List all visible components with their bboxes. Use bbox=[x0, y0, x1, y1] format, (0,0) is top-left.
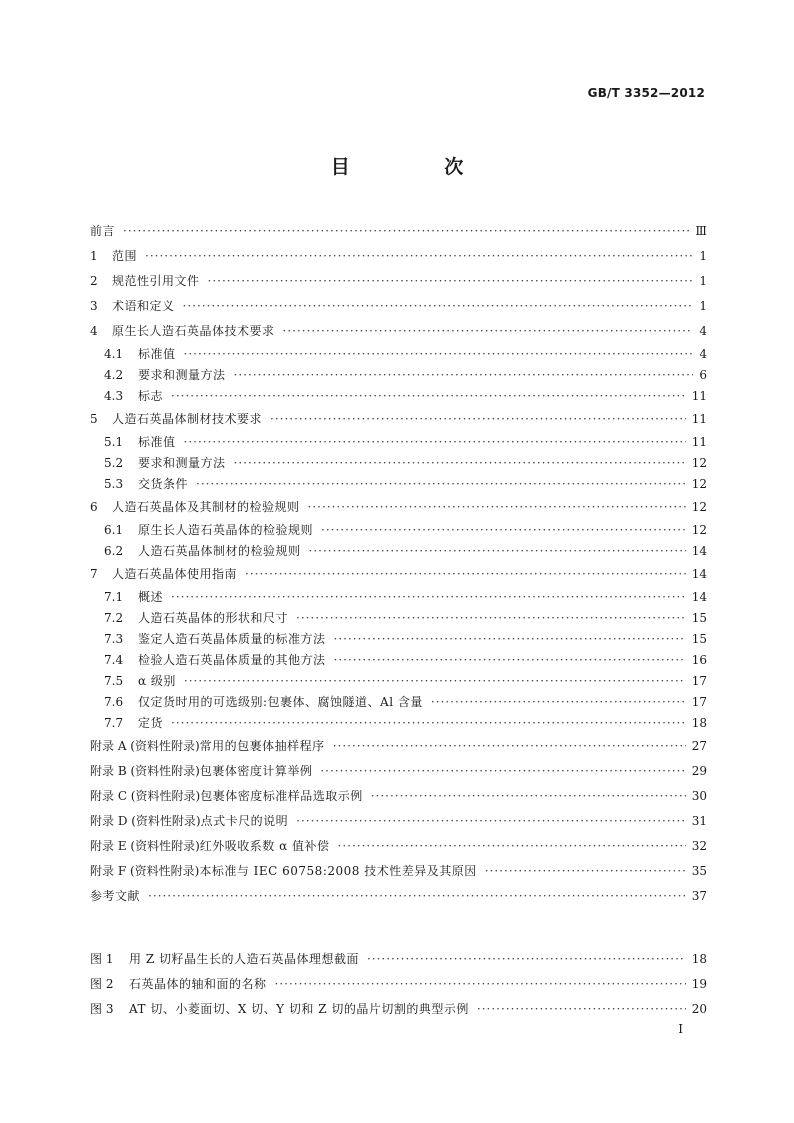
dot-leader bbox=[309, 541, 686, 562]
entry-title: 人造石英晶体使用指南 bbox=[112, 567, 238, 581]
toc-entry[interactable] bbox=[90, 784, 707, 809]
entry-number: 4.1 bbox=[104, 347, 124, 361]
entry-number: 附录 B (资料性附录) bbox=[90, 764, 200, 778]
dot-leader bbox=[171, 386, 686, 407]
entry-title: 要求和测量方法 bbox=[138, 368, 226, 382]
toc-entry[interactable] bbox=[90, 474, 707, 495]
entry-number: 6.2 bbox=[104, 544, 124, 558]
entry-page-number: 37 bbox=[688, 884, 707, 909]
entry-title: 人造石英晶体及其制材的检验规则 bbox=[112, 500, 300, 514]
toc-entry[interactable] bbox=[90, 219, 707, 244]
list-of-figures bbox=[90, 947, 707, 1022]
entry-title: 参考文献 bbox=[90, 889, 141, 903]
entry-number: 7.6 bbox=[104, 695, 124, 709]
entry-page-number: 18 bbox=[688, 713, 707, 734]
entry-page-number: 17 bbox=[688, 692, 707, 713]
entry-title: 用 Z 切籽晶生长的人造石英晶体理想截面 bbox=[129, 952, 359, 966]
entry-page-number: 27 bbox=[688, 734, 707, 759]
entry-number: 附录 A (资料性附录) bbox=[90, 739, 200, 753]
entry-page-number: 32 bbox=[688, 834, 707, 859]
entry-page-number: 18 bbox=[688, 947, 707, 972]
dot-leader bbox=[321, 520, 686, 541]
dot-leader bbox=[296, 809, 686, 834]
dot-leader bbox=[431, 692, 686, 713]
toc-entry[interactable] bbox=[90, 713, 707, 734]
toc-entry[interactable] bbox=[90, 608, 707, 629]
entry-page-number: 1 bbox=[695, 294, 707, 319]
entry-number: 5.2 bbox=[104, 456, 124, 470]
entry-number: 1 bbox=[90, 249, 98, 263]
entry-title: 定货 bbox=[138, 716, 164, 730]
dot-leader bbox=[184, 671, 686, 692]
dot-leader bbox=[367, 947, 686, 972]
entry-page-number: 11 bbox=[688, 386, 707, 407]
entry-page-number: 20 bbox=[688, 997, 707, 1022]
toc-entry[interactable] bbox=[90, 520, 707, 541]
entry-number: 图 3 bbox=[90, 1002, 114, 1016]
dot-leader bbox=[275, 972, 686, 997]
entry-title: 原生长人造石英晶体的检验规则 bbox=[138, 523, 314, 537]
dot-leader bbox=[123, 219, 689, 244]
toc-entry[interactable] bbox=[90, 629, 707, 650]
entry-page-number: 29 bbox=[688, 759, 707, 784]
dot-leader bbox=[333, 734, 686, 759]
toc-entry[interactable] bbox=[90, 244, 707, 269]
entry-title: 检验人造石英晶体质量的其他方法 bbox=[138, 653, 326, 667]
entry-page-number: 1 bbox=[695, 269, 707, 294]
toc-entry[interactable] bbox=[90, 495, 707, 520]
dot-leader bbox=[338, 834, 686, 859]
entry-number: 7.2 bbox=[104, 611, 124, 625]
dot-leader bbox=[320, 759, 685, 784]
dot-leader bbox=[283, 319, 694, 344]
entry-number: 7.5 bbox=[104, 674, 124, 688]
entry-number: 2 bbox=[90, 274, 98, 288]
entry-page-number: 15 bbox=[688, 608, 707, 629]
dot-leader bbox=[296, 608, 686, 629]
dot-leader bbox=[308, 495, 686, 520]
entry-title: AT 切、小菱面切、X 切、Y 切和 Z 切的晶片切割的典型示例 bbox=[129, 1002, 469, 1016]
dot-leader bbox=[334, 629, 686, 650]
entry-title: 标准值 bbox=[138, 435, 176, 449]
entry-number: 6.1 bbox=[104, 523, 124, 537]
entry-page-number: 12 bbox=[688, 520, 707, 541]
dot-leader bbox=[234, 453, 686, 474]
entry-title: 鉴定人造石英晶体质量的标准方法 bbox=[138, 632, 326, 646]
entry-page-number: 12 bbox=[688, 453, 707, 474]
entry-title: 常用的包裹体抽样程序 bbox=[199, 739, 325, 753]
entry-number: 7.1 bbox=[104, 590, 124, 604]
toc-entry[interactable] bbox=[90, 562, 707, 587]
toc-entry[interactable] bbox=[90, 997, 707, 1022]
entry-page-number: 14 bbox=[688, 587, 707, 608]
toc-entry[interactable] bbox=[90, 671, 707, 692]
entry-title: 红外吸收系数 α 值补偿 bbox=[199, 839, 330, 853]
dot-leader bbox=[145, 244, 693, 269]
entry-title: 要求和测量方法 bbox=[138, 456, 226, 470]
entry-title: 包裹体密度计算举例 bbox=[199, 764, 313, 778]
entry-page-number: 1 bbox=[695, 244, 707, 269]
entry-title: 概述 bbox=[138, 590, 164, 604]
toc-entry[interactable] bbox=[90, 859, 707, 884]
dot-leader bbox=[371, 784, 686, 809]
entry-page-number: 19 bbox=[688, 972, 707, 997]
toc-entry[interactable] bbox=[90, 884, 707, 909]
entry-number: 7.7 bbox=[104, 716, 124, 730]
entry-number: 6 bbox=[90, 500, 98, 514]
entry-number: 4 bbox=[90, 324, 98, 338]
toc-entry[interactable] bbox=[90, 692, 707, 713]
dot-leader bbox=[334, 650, 686, 671]
page-number: I bbox=[678, 1022, 683, 1036]
entry-title: 点式卡尺的说明 bbox=[200, 814, 289, 828]
entry-title: 前言 bbox=[90, 224, 116, 238]
entry-page-number: 4 bbox=[695, 319, 707, 344]
entry-title: 标志 bbox=[138, 389, 164, 403]
dot-leader bbox=[477, 997, 686, 1022]
toc-entry[interactable] bbox=[90, 344, 707, 365]
page-title: 目 次 bbox=[330, 156, 508, 178]
entry-number: 5.1 bbox=[104, 435, 124, 449]
entry-number: 4.2 bbox=[104, 368, 124, 382]
entry-title: 交货条件 bbox=[138, 477, 189, 491]
entry-number: 附录 C (资料性附录) bbox=[90, 789, 201, 803]
entry-title: 原生长人造石英晶体技术要求 bbox=[112, 324, 275, 338]
toc-entry[interactable] bbox=[90, 269, 707, 294]
dot-leader bbox=[270, 407, 686, 432]
toc-entry[interactable] bbox=[90, 407, 707, 432]
entry-page-number: 35 bbox=[688, 859, 707, 884]
toc-entry[interactable] bbox=[90, 734, 707, 759]
entry-title: 标准值 bbox=[138, 347, 176, 361]
toc-entry[interactable] bbox=[90, 319, 707, 344]
entry-page-number: 14 bbox=[688, 541, 707, 562]
entry-number: 4.3 bbox=[104, 389, 124, 403]
entry-page-number: 15 bbox=[688, 629, 707, 650]
entry-page-number: 11 bbox=[688, 432, 707, 453]
entry-number: 附录 F (资料性附录) bbox=[90, 864, 200, 878]
toc-entry[interactable] bbox=[90, 453, 707, 474]
entry-page-number: Ⅲ bbox=[691, 219, 707, 244]
entry-number: 3 bbox=[90, 299, 98, 313]
dot-leader bbox=[196, 474, 686, 495]
entry-title: 包裹体密度标准样品选取示例 bbox=[200, 789, 363, 803]
toc-entry[interactable] bbox=[90, 759, 707, 784]
dot-leader bbox=[183, 294, 694, 319]
toc-entry[interactable] bbox=[90, 386, 707, 407]
standard-number: GB/T 3352—2012 bbox=[587, 86, 705, 100]
entry-page-number: 17 bbox=[688, 671, 707, 692]
entry-title: 范围 bbox=[112, 249, 138, 263]
entry-title: 人造石英晶体的形状和尺寸 bbox=[138, 611, 289, 625]
dot-leader bbox=[184, 432, 686, 453]
entry-number: 附录 D (资料性附录) bbox=[90, 814, 201, 828]
dot-leader bbox=[245, 562, 686, 587]
entry-number: 附录 E (资料性附录) bbox=[90, 839, 200, 853]
toc-entry[interactable] bbox=[90, 365, 707, 386]
toc-entry[interactable] bbox=[90, 587, 707, 608]
entry-title: 仅定货时用的可选级别:包裹体、腐蚀隧道、Al 含量 bbox=[138, 695, 423, 709]
dot-leader bbox=[171, 713, 686, 734]
entry-page-number: 4 bbox=[695, 344, 707, 365]
entry-number: 7.3 bbox=[104, 632, 124, 646]
toc-entry[interactable] bbox=[90, 947, 707, 972]
toc-entry[interactable] bbox=[90, 294, 707, 319]
entry-title: 规范性引用文件 bbox=[112, 274, 200, 288]
table-of-contents bbox=[90, 219, 707, 909]
toc-entry[interactable] bbox=[90, 809, 707, 834]
entry-number: 7 bbox=[90, 567, 98, 581]
entry-number: 5.3 bbox=[104, 477, 124, 491]
toc-entry[interactable] bbox=[90, 650, 707, 671]
entry-page-number: 14 bbox=[688, 562, 707, 587]
dot-leader bbox=[234, 365, 694, 386]
entry-number: 图 1 bbox=[90, 952, 114, 966]
entry-page-number: 16 bbox=[688, 650, 707, 671]
dot-leader bbox=[171, 587, 686, 608]
entry-title: 人造石英晶体制材的检验规则 bbox=[138, 544, 301, 558]
entry-page-number: 12 bbox=[688, 495, 707, 520]
entry-title: α 级别 bbox=[138, 674, 176, 688]
entry-page-number: 12 bbox=[688, 474, 707, 495]
entry-page-number: 11 bbox=[688, 407, 707, 432]
entry-number: 7.4 bbox=[104, 653, 124, 667]
entry-title: 人造石英晶体制材技术要求 bbox=[112, 412, 263, 426]
entry-page-number: 30 bbox=[688, 784, 707, 809]
toc-entry[interactable] bbox=[90, 541, 707, 562]
toc-entry[interactable] bbox=[90, 834, 707, 859]
entry-number: 图 2 bbox=[90, 977, 114, 991]
dot-leader bbox=[184, 344, 694, 365]
entry-title: 石英晶体的轴和面的名称 bbox=[129, 977, 267, 991]
toc-entry[interactable] bbox=[90, 972, 707, 997]
entry-title: 术语和定义 bbox=[112, 299, 175, 313]
toc-entry[interactable] bbox=[90, 432, 707, 453]
entry-title: 本标准与 IEC 60758:2008 技术性差异及其原因 bbox=[199, 864, 477, 878]
dot-leader bbox=[148, 884, 686, 909]
entry-page-number: 6 bbox=[695, 365, 707, 386]
dot-leader bbox=[208, 269, 694, 294]
entry-page-number: 31 bbox=[688, 809, 707, 834]
entry-number: 5 bbox=[90, 412, 98, 426]
dot-leader bbox=[485, 859, 686, 884]
